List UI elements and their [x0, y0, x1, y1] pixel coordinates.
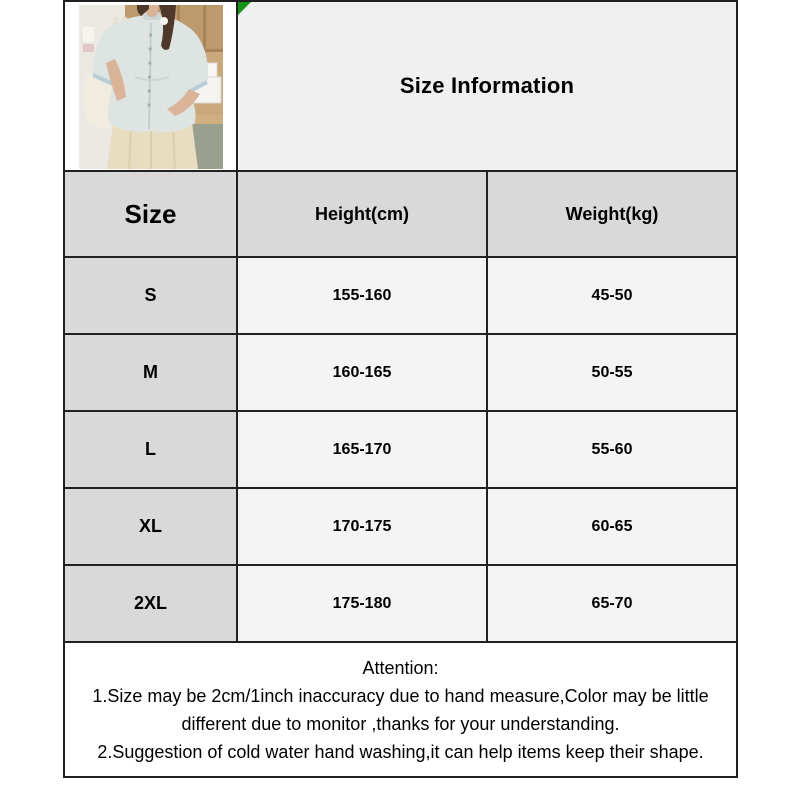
cell-flag-icon — [238, 2, 252, 16]
column-header-height: Height(cm) — [237, 171, 487, 257]
height-value: 160-165 — [237, 334, 487, 411]
weight-value: 65-70 — [487, 565, 737, 642]
attention-row — [64, 642, 737, 777]
product-photo-illustration — [79, 5, 223, 169]
product-photo-cell — [64, 1, 237, 171]
column-header-weight: Weight(kg) — [487, 171, 737, 257]
title-cell — [237, 1, 737, 171]
height-value: 155-160 — [237, 257, 487, 334]
weight-value: 45-50 — [487, 257, 737, 334]
size-label: 2XL — [64, 565, 237, 642]
size-label: M — [64, 334, 237, 411]
table-row-xl — [64, 488, 737, 565]
size-label: XL — [64, 488, 237, 565]
page-title: Size Information — [399, 73, 575, 98]
size-label: L — [64, 411, 237, 488]
table-row-m — [64, 334, 737, 411]
size-label: S — [64, 257, 237, 334]
attention-line: 2.Suggestion of cold water hand washing,it can help items keep their shape. — [97, 741, 704, 762]
height-value: 175-180 — [237, 565, 487, 642]
product-photo — [79, 5, 223, 169]
table-row-2xl — [64, 565, 737, 642]
hair-clip — [160, 17, 168, 25]
column-header-size: Size — [64, 171, 237, 257]
title-row — [64, 1, 737, 171]
table-row-s — [64, 257, 737, 334]
wall-poster — [83, 27, 94, 42]
attention-note — [64, 642, 737, 777]
weight-value: 55-60 — [487, 411, 737, 488]
table-header-row — [64, 171, 737, 257]
height-value: 170-175 — [237, 488, 487, 565]
weight-value: 60-65 — [487, 488, 737, 565]
weight-value: 50-55 — [487, 334, 737, 411]
height-value: 165-170 — [237, 411, 487, 488]
attention-heading: Attention: — [362, 657, 439, 678]
attention-line: 1.Size may be 2cm/1inch inaccuracy due to hand measure,Color may be little — [92, 685, 709, 706]
wall-poster — [83, 44, 94, 52]
attention-line: different due to monitor ,thanks for your understanding. — [181, 713, 620, 734]
table-row-l — [64, 411, 737, 488]
size-chart-table — [63, 0, 738, 778]
